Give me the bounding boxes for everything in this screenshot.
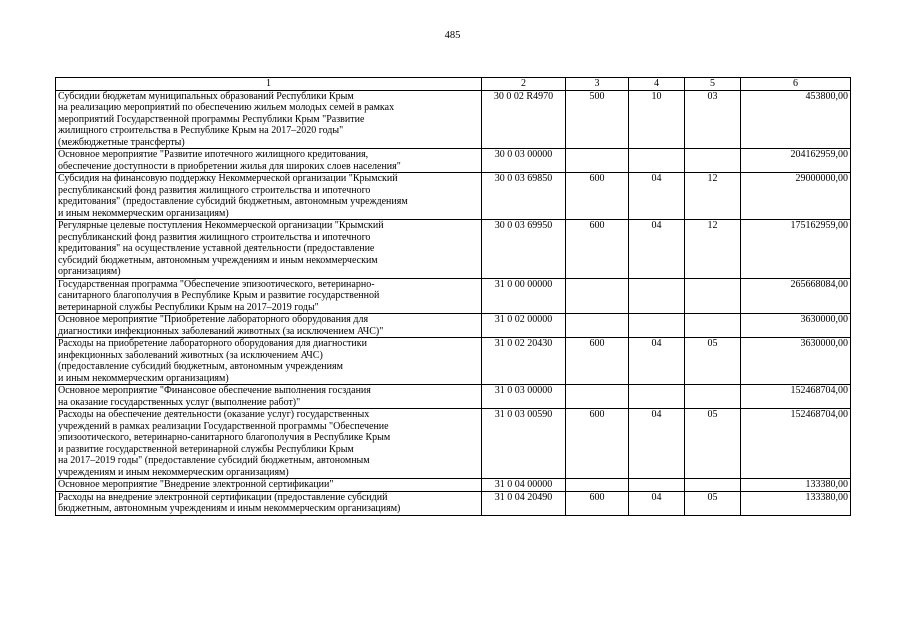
row-col4 xyxy=(629,278,685,314)
row-col4 xyxy=(629,479,685,492)
row-amount: 265668084,00 xyxy=(741,278,851,314)
row-amount: 204162959,00 xyxy=(741,149,851,173)
row-col3 xyxy=(566,314,629,338)
row-col4: 04 xyxy=(629,409,685,479)
budget-table xyxy=(55,77,851,516)
row-col3: 500 xyxy=(566,90,629,149)
row-col4 xyxy=(629,385,685,409)
table-row xyxy=(56,314,851,338)
column-header-3: 3 xyxy=(566,78,629,91)
column-header-description: 1 xyxy=(56,78,482,91)
row-col5: 12 xyxy=(685,173,741,220)
row-amount: 133380,00 xyxy=(741,491,851,515)
row-code: 31 0 04 00000 xyxy=(482,479,566,492)
row-col5 xyxy=(685,385,741,409)
row-amount: 152468704,00 xyxy=(741,409,851,479)
row-description: Субсидии бюджетам муниципальных образований Республики Крым на реализацию мероприятий по обеспечению жильем молодых семей в рамках мероприятий Государственной программы Республики Крым "Развитие жилищного строительства в Республике Крым на 2017–2020 годы" (межбюджетные трансферты) xyxy=(56,90,482,149)
row-description: Основное мероприятие "Приобретение лабораторного оборудования для диагностики инфекционных заболеваний животных (за исключением АЧС)" xyxy=(56,314,482,338)
row-col4: 04 xyxy=(629,173,685,220)
row-code: 30 0 02 R4970 xyxy=(482,90,566,149)
row-col3: 600 xyxy=(566,338,629,385)
row-code: 31 0 03 00000 xyxy=(482,385,566,409)
table-row xyxy=(56,173,851,220)
row-code: 31 0 03 00590 xyxy=(482,409,566,479)
row-col4: 10 xyxy=(629,90,685,149)
table-row xyxy=(56,278,851,314)
row-code: 31 0 00 00000 xyxy=(482,278,566,314)
row-description: Субсидия на финансовую поддержку Некоммерческой организации "Крымский республиканский фонд развития жилищного строительства и ипотечного кредитования" (предоставление субсидий бюджетным, автономным учреждениям и иным некоммерческим организациям) xyxy=(56,173,482,220)
table-row xyxy=(56,409,851,479)
row-description: Расходы на внедрение электронной сертификации (предоставление субсидий бюджетным, автономным учреждениям и иным некоммерческим организациям) xyxy=(56,491,482,515)
row-col3 xyxy=(566,149,629,173)
row-col5 xyxy=(685,149,741,173)
column-header-code: 2 xyxy=(482,78,566,91)
table-row xyxy=(56,149,851,173)
column-header-5: 5 xyxy=(685,78,741,91)
row-amount: 29000000,00 xyxy=(741,173,851,220)
row-description: Расходы на обеспечение деятельности (оказание услуг) государственных учреждений в рамках реализации Государственной программы "Обеспечение эпизоотического, ветеринарно-санитарного благополучия в Республике Крым и развитие государственной ветеринарной службы Республики Крым на 2017–2019 годы" (предоставление субсидий бюджетным, автономным учреждениям и иным некоммерческим организациям) xyxy=(56,409,482,479)
row-code: 30 0 03 69950 xyxy=(482,220,566,279)
row-code: 31 0 04 20490 xyxy=(482,491,566,515)
row-col3 xyxy=(566,278,629,314)
row-description: Регулярные целевые поступления Некоммерческой организации "Крымский республиканский фонд развития жилищного строительства и ипотечного кредитования" на осуществление уставной деятельности (предоставление субсидий бюджетным, автономным учреждениям и иным некоммерческим организациям) xyxy=(56,220,482,279)
table-header-row xyxy=(56,78,851,91)
row-col5: 05 xyxy=(685,338,741,385)
row-code: 31 0 02 00000 xyxy=(482,314,566,338)
table-row xyxy=(56,338,851,385)
table-row xyxy=(56,491,851,515)
row-col5 xyxy=(685,314,741,338)
row-col4 xyxy=(629,149,685,173)
row-col3: 600 xyxy=(566,173,629,220)
row-description: Основное мероприятие "Внедрение электронной сертификации" xyxy=(56,479,482,492)
column-header-amount: 6 xyxy=(741,78,851,91)
row-col4: 04 xyxy=(629,491,685,515)
row-col3: 600 xyxy=(566,491,629,515)
row-amount: 453800,00 xyxy=(741,90,851,149)
row-col3 xyxy=(566,479,629,492)
row-amount: 3630000,00 xyxy=(741,314,851,338)
row-col4: 04 xyxy=(629,338,685,385)
row-col4: 04 xyxy=(629,220,685,279)
row-amount: 152468704,00 xyxy=(741,385,851,409)
row-col3: 600 xyxy=(566,220,629,279)
table-row xyxy=(56,479,851,492)
row-col5: 12 xyxy=(685,220,741,279)
row-amount: 175162959,00 xyxy=(741,220,851,279)
row-col3: 600 xyxy=(566,409,629,479)
row-col5: 05 xyxy=(685,491,741,515)
column-header-4: 4 xyxy=(629,78,685,91)
row-col3 xyxy=(566,385,629,409)
row-amount: 3630000,00 xyxy=(741,338,851,385)
row-description: Государственная программа "Обеспечение эпизоотического, ветеринарно- санитарного благополучия в Республике Крым и развитие государственной ветеринарной службы Республики Крым на 2017–2019 годы" xyxy=(56,278,482,314)
table-row xyxy=(56,220,851,279)
row-col5: 05 xyxy=(685,409,741,479)
row-code: 30 0 03 00000 xyxy=(482,149,566,173)
page-number: 485 xyxy=(444,30,461,41)
row-col5: 03 xyxy=(685,90,741,149)
row-description: Расходы на приобретение лабораторного оборудования для диагностики инфекционных заболеваний животных (за исключением АЧС) (предоставление субсидий бюджетным, автономным учреждениям и иным некоммерческим организациям) xyxy=(56,338,482,385)
row-code: 30 0 03 69850 xyxy=(482,173,566,220)
row-col4 xyxy=(629,314,685,338)
row-col5 xyxy=(685,278,741,314)
row-description: Основное мероприятие "Финансовое обеспечение выполнения госздания на оказание государственных услуг (выполнение работ)" xyxy=(56,385,482,409)
row-description: Основное мероприятие "Развитие ипотечного жилищного кредитования, обеспечение доступности в приобретении жилья для широких слоев населения" xyxy=(56,149,482,173)
row-code: 31 0 02 20430 xyxy=(482,338,566,385)
table-row xyxy=(56,90,851,149)
row-amount: 133380,00 xyxy=(741,479,851,492)
row-col5 xyxy=(685,479,741,492)
table-row xyxy=(56,385,851,409)
